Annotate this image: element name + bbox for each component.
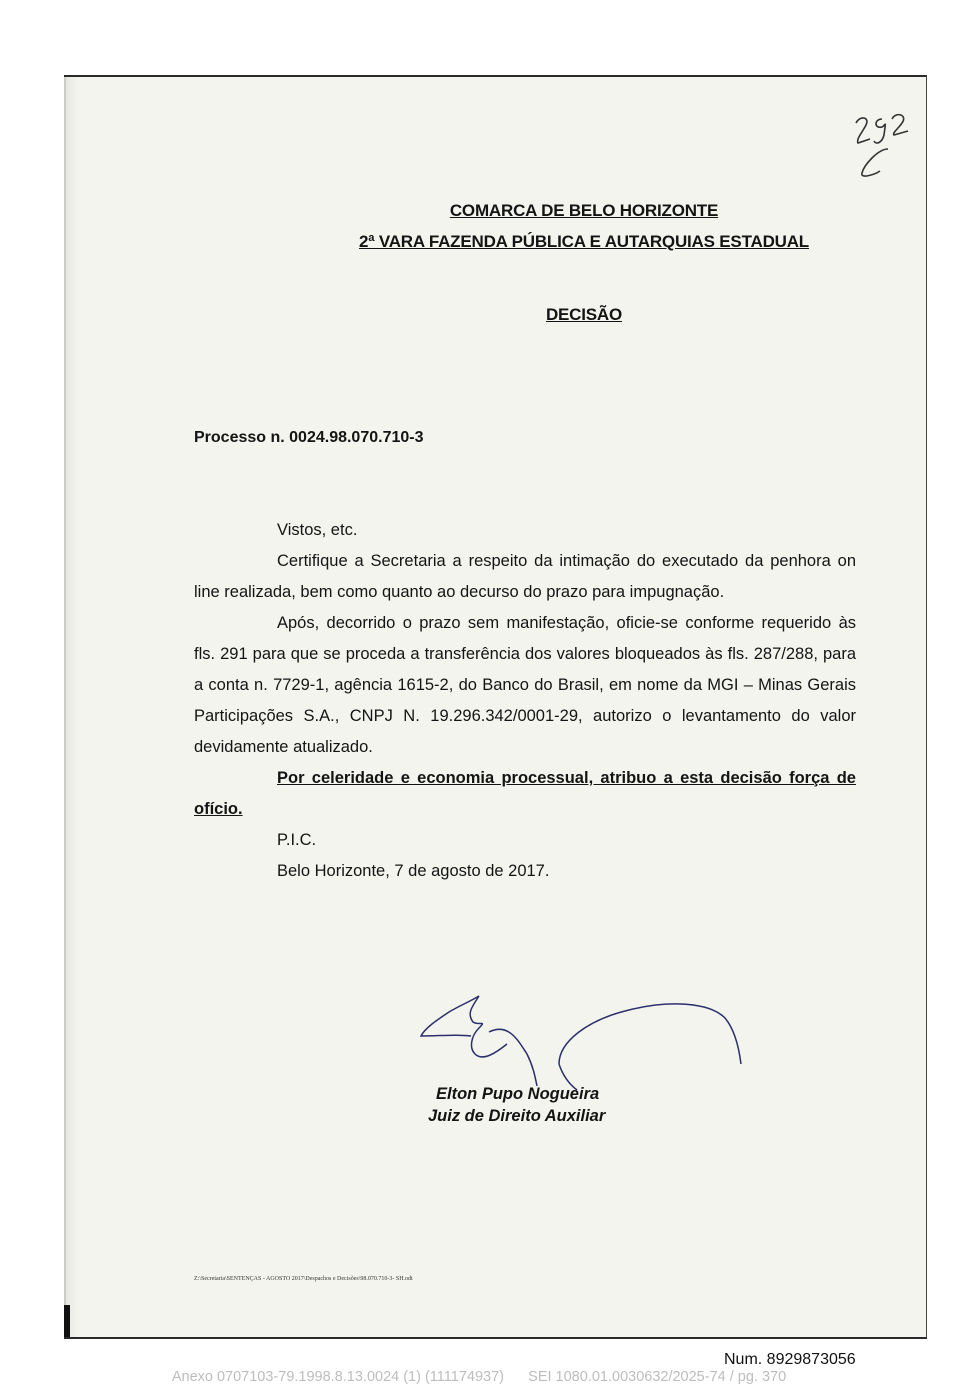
footer-bar [0, 1369, 958, 1385]
scanned-page [64, 75, 927, 1339]
paragraph-apos: Após, decorrido o prazo sem manifestação, oficie-se conforme requerido às fls. 291 para que se proceda a transferência dos valores bloqueados às fls. 287/288, para a conta n. 7729-1, agência 1615-2, do Banco do Brasil, em nome da MGI – Minas Gerais Participações S.A., CNPJ N. 19.296.342/0001-29, autorizo o levantamento do valor devidamente atualizado. [194, 614, 856, 756]
paragraph-celeridade: Por celeridade e economia processual, atribuo a esta decisão força de ofício. [194, 769, 856, 818]
process-number: Processo n. 0024.98.070.710-3 [194, 429, 424, 446]
document-number-stamp: Num. 8929873056 [724, 1351, 856, 1368]
scan-corner-mark [64, 1305, 70, 1337]
signer-title: Juiz de Direito Auxiliar [428, 1107, 606, 1125]
paragraph-vistos: Vistos, etc. [277, 521, 358, 539]
scan-shadow [64, 77, 78, 1337]
footer-sei: SEI 1080.01.0030632/2025-74 / pg. 370 [528, 1369, 787, 1385]
paragraph-certifique: Certifique a Secretaria a respeito da intimação do executado da penhora on line realizada, bem como quanto ao decurso do prazo para impugnação. [194, 552, 856, 601]
paragraph-pic: P.I.C. [277, 831, 317, 849]
court-header-line2: 2ª VARA FAZENDA PÚBLICA E AUTARQUIAS ESTADUAL [358, 232, 809, 251]
court-header-line1: COMARCA DE BELO HORIZONTE [449, 201, 719, 220]
decision-body [194, 515, 856, 887]
paragraph-date: Belo Horizonte, 7 de agosto de 2017. [277, 862, 550, 880]
handwritten-page-number [848, 109, 918, 179]
file-path: Z:\Secretaria\SENTENÇAS - AGOSTO 2017\Despachos e Decisões\98.070.710-3- SH.odt [194, 1276, 413, 1282]
signer-name: Elton Pupo Nogueira [436, 1085, 600, 1103]
footer-anexo: Anexo 0707103-79.1998.8.13.0024 (1) (111174937) [171, 1369, 504, 1385]
document-type-title: DECISÃO [545, 305, 623, 324]
